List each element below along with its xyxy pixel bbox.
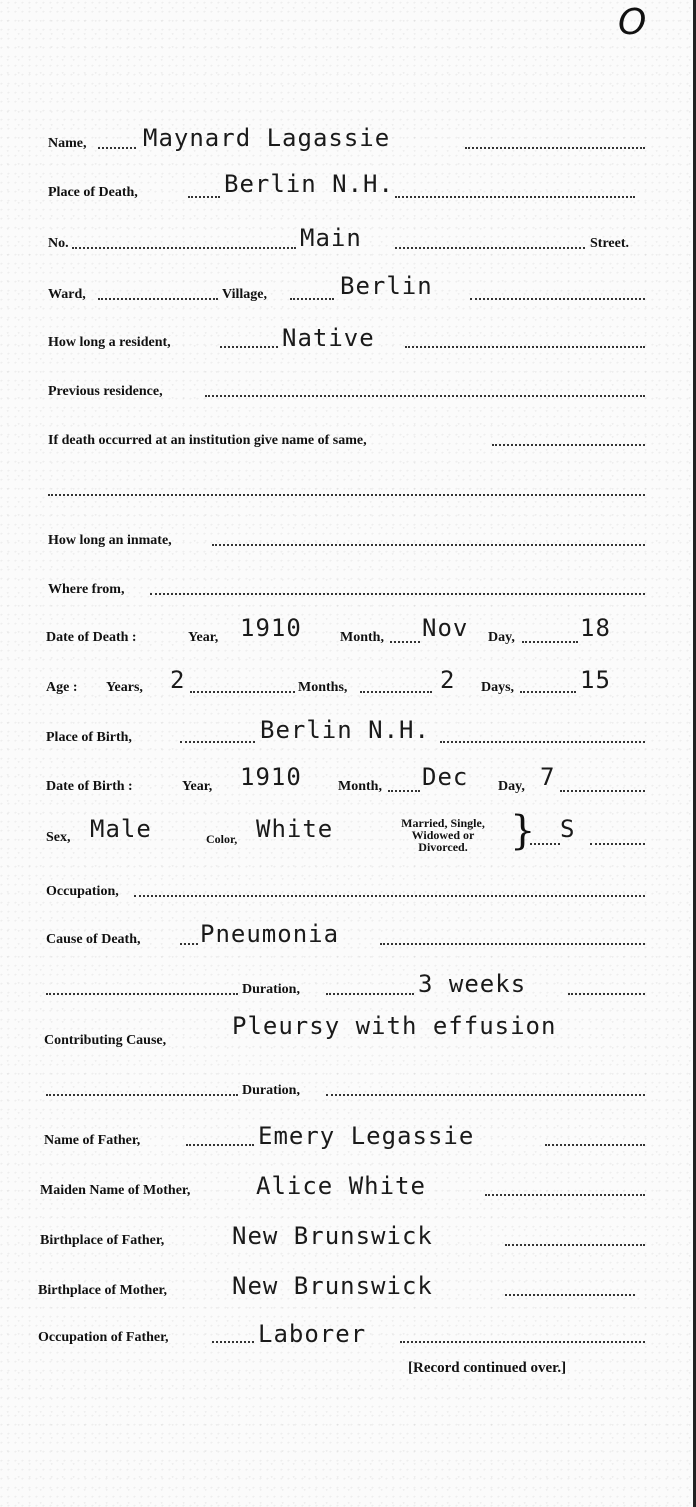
village-label: Village,: [222, 287, 267, 302]
age-days-label: Days,: [481, 680, 515, 695]
dotted-line: [380, 943, 645, 945]
dotted-line: [505, 1244, 645, 1246]
dotted-line: [590, 843, 645, 845]
place-of-birth-label: Place of Birth,: [46, 730, 132, 745]
birth-year-label: Year,: [182, 779, 213, 794]
previous-residence-label: Previous residence,: [48, 384, 163, 399]
cause-of-death-value: Pneumonia: [200, 920, 340, 948]
death-year-label: Year,: [188, 630, 219, 645]
place-of-birth-value: Berlin N.H.: [260, 716, 430, 744]
age-years-value: 2: [170, 666, 186, 694]
birth-day-value: 7: [540, 763, 556, 791]
dotted-line: [326, 1094, 645, 1096]
occupation-label: Occupation,: [46, 884, 119, 899]
dotted-line: [150, 593, 645, 595]
dotted-line: [220, 346, 278, 348]
dotted-line: [46, 993, 238, 995]
record-continued-note: [Record continued over.]: [408, 1360, 567, 1376]
dotted-line: [530, 843, 560, 845]
contributing-cause-label: Contributing Cause,: [44, 1033, 167, 1048]
occupation-of-father-value: Laborer: [258, 1320, 367, 1348]
dotted-line: [465, 147, 645, 149]
maiden-name-of-mother-value: Alice White: [256, 1172, 426, 1200]
birthplace-of-mother-label: Birthplace of Mother,: [38, 1283, 167, 1298]
where-from-label: Where from,: [48, 582, 125, 597]
marital-value: S: [560, 815, 576, 843]
marital-label-line3: Divorced.: [418, 840, 468, 854]
no-label: No.: [48, 236, 69, 251]
cause-duration-label: Duration,: [242, 982, 300, 997]
dotted-line: [212, 544, 645, 546]
name-label: Name,: [48, 136, 87, 151]
name-value: Maynard Lagassie: [143, 124, 391, 152]
how-long-inmate-label: How long an inmate,: [48, 533, 172, 548]
name-of-father-value: Emery Legassie: [258, 1122, 475, 1150]
sex-label: Sex,: [46, 830, 71, 845]
name-of-father-label: Name of Father,: [44, 1133, 141, 1148]
dotted-line: [186, 1144, 254, 1146]
institution-label: If death occurred at an institution give name of same,: [48, 433, 367, 448]
marital-status-label: [373, 817, 513, 853]
contributing-duration-label: Duration,: [242, 1083, 300, 1098]
village-value: Berlin: [340, 272, 433, 300]
dotted-line: [134, 895, 645, 897]
dotted-line: [388, 790, 420, 792]
color-label: Color,: [206, 832, 238, 846]
dotted-line: [98, 298, 218, 300]
dotted-line: [290, 298, 334, 300]
street-value: Main: [300, 224, 362, 252]
cause-duration-value: 3 weeks: [418, 970, 527, 998]
death-month-value: Nov: [422, 614, 469, 642]
dotted-line: [405, 346, 645, 348]
color-value: White: [256, 815, 334, 843]
sex-value: Male: [90, 815, 152, 843]
ward-label: Ward,: [48, 287, 86, 302]
corner-mark: O: [618, 2, 647, 43]
dotted-line: [205, 395, 645, 397]
dotted-line: [395, 247, 585, 249]
dotted-line: [560, 790, 645, 792]
death-month-label: Month,: [340, 630, 384, 645]
place-of-death-label: Place of Death,: [48, 185, 138, 200]
dotted-line: [505, 1294, 635, 1296]
death-day-label: Day,: [488, 630, 515, 645]
dotted-line: [212, 1341, 254, 1343]
dotted-line: [360, 691, 432, 693]
age-months-value: 2: [440, 666, 456, 694]
maiden-name-of-mother-label: Maiden Name of Mother,: [40, 1183, 191, 1198]
dotted-line: [568, 993, 645, 995]
dotted-line: [395, 196, 635, 198]
how-long-resident-label: How long a resident,: [48, 335, 171, 350]
dotted-line: [98, 147, 136, 149]
dotted-line: [180, 741, 255, 743]
marital-label-line1: Married, Single,: [401, 816, 485, 830]
age-days-value: 15: [580, 666, 611, 694]
dotted-line: [485, 1194, 645, 1196]
birth-day-label: Day,: [498, 779, 525, 794]
birth-month-value: Dec: [422, 763, 469, 791]
contributing-cause-value: Pleursy with effusion: [232, 1012, 557, 1040]
age-months-label: Months,: [298, 680, 348, 695]
dotted-line: [400, 1341, 645, 1343]
age-years-label: Years,: [106, 680, 143, 695]
cause-of-death-label: Cause of Death,: [46, 932, 141, 947]
birthplace-of-father-label: Birthplace of Father,: [40, 1233, 165, 1248]
dotted-line: [46, 1094, 238, 1096]
dotted-line: [440, 741, 645, 743]
birth-month-label: Month,: [338, 779, 382, 794]
dotted-line: [522, 641, 578, 643]
dotted-line: [190, 691, 295, 693]
dotted-line: [48, 494, 645, 496]
birth-year-value: 1910: [240, 763, 302, 791]
dotted-line: [390, 641, 420, 643]
dotted-line: [180, 943, 198, 945]
date-of-birth-label: Date of Birth :: [46, 779, 133, 794]
death-year-value: 1910: [240, 614, 302, 642]
place-of-death-value: Berlin N.H.: [224, 170, 394, 198]
dotted-line: [520, 691, 576, 693]
brace-mark: }: [510, 808, 536, 854]
death-day-value: 18: [580, 614, 611, 642]
dotted-line: [188, 196, 220, 198]
occupation-of-father-label: Occupation of Father,: [38, 1330, 169, 1345]
birthplace-of-father-value: New Brunswick: [232, 1222, 433, 1250]
dotted-line: [326, 993, 414, 995]
age-label: Age :: [46, 680, 78, 695]
dotted-line: [72, 247, 296, 249]
date-of-death-label: Date of Death :: [46, 630, 137, 645]
dotted-line: [492, 444, 645, 446]
birthplace-of-mother-value: New Brunswick: [232, 1272, 433, 1300]
how-long-resident-value: Native: [282, 324, 375, 352]
dotted-line: [470, 298, 645, 300]
dotted-line: [545, 1144, 645, 1146]
street-label: Street.: [590, 236, 629, 251]
marital-label-line2: Widowed or: [411, 828, 475, 842]
